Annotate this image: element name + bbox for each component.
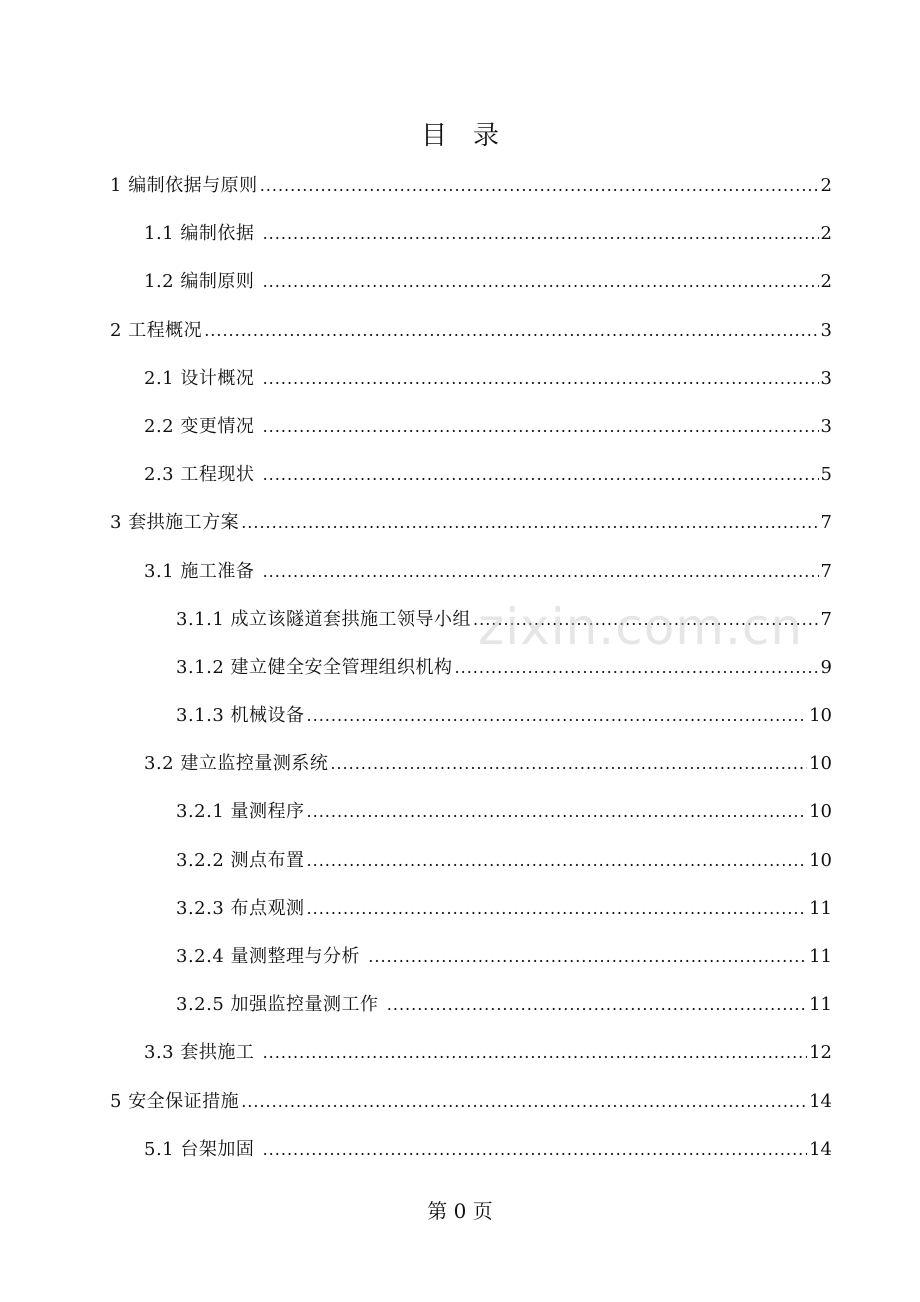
toc-entry-title: 施工准备 — [180, 560, 261, 582]
toc-entry-page-number: 9 — [820, 656, 832, 678]
toc-entry-number: 5.1 — [144, 1138, 181, 1160]
toc-entry-title: 量测程序 — [230, 801, 305, 823]
toc-entry[interactable] — [0, 933, 920, 981]
toc-entry[interactable] — [0, 788, 920, 836]
toc-entry-number: 3.1.1 — [176, 608, 231, 630]
toc-entry[interactable] — [0, 548, 920, 596]
toc-entry-page-number: 11 — [809, 946, 832, 967]
toc-entry-page-number: 3 — [820, 367, 832, 389]
toc-entry-page-number: 5 — [820, 464, 832, 486]
toc-entry-title: 台架加固 — [180, 1138, 261, 1160]
toc-entry-title: 工程现状 — [180, 464, 261, 486]
toc-entry-number: 3.2.5 — [176, 994, 231, 1016]
toc-entry-page-number: 7 — [820, 560, 832, 582]
toc-entry[interactable] — [0, 740, 920, 788]
toc-entry-page-number: 11 — [809, 897, 832, 919]
toc-entry[interactable] — [0, 403, 920, 451]
toc-dot-leader — [263, 258, 819, 306]
toc-entry-page-number: 12 — [809, 1042, 832, 1064]
toc-dot-leader — [455, 644, 819, 692]
toc-entry-title: 测点布置 — [230, 849, 305, 871]
toc-entry-title: 设计概况 — [180, 367, 261, 389]
toc-entry[interactable] — [0, 981, 920, 1029]
toc-entry-number: 3.3 — [144, 1042, 181, 1064]
toc-dot-leader — [263, 548, 819, 596]
toc-entry[interactable] — [0, 644, 920, 692]
toc-entry-number: 3.2.2 — [176, 849, 231, 871]
toc-entry-number: 3.1.3 — [176, 705, 231, 727]
page-title: 目 录 — [420, 121, 499, 151]
toc-entry[interactable] — [0, 307, 920, 355]
toc-dot-leader — [260, 162, 819, 210]
toc-entry-number: 1.1 — [144, 223, 181, 245]
toc-entry-page-number: 2 — [820, 175, 832, 196]
toc-entry-number: 2.1 — [144, 367, 181, 389]
toc-entry-title: 成立该隧道套拱施工领导小组 — [230, 608, 472, 630]
toc-entry-title: 编制依据 — [180, 223, 261, 245]
toc-dot-leader — [204, 307, 818, 355]
toc-entry[interactable] — [0, 451, 920, 499]
page-footer: 第 0 页 — [427, 1199, 493, 1223]
toc-entry[interactable] — [0, 692, 920, 740]
toc-entry[interactable] — [0, 1126, 920, 1174]
toc-entry-title: 量测整理与分析 — [230, 946, 367, 967]
toc-entry[interactable] — [0, 1078, 920, 1126]
toc-entry-page-number: 2 — [820, 223, 832, 245]
toc-dot-leader — [330, 740, 807, 788]
toc-dot-leader — [387, 981, 807, 1029]
toc-entry-title: 套拱施工方案 — [128, 512, 240, 534]
toc-entry-number: 5 — [110, 1090, 129, 1112]
toc-entry-page-number: 14 — [809, 1090, 832, 1112]
toc-entry-number: 3.2.3 — [176, 897, 231, 919]
toc-dot-leader — [263, 1029, 808, 1077]
toc-dot-leader — [307, 837, 808, 885]
toc-entry-page-number: 2 — [820, 271, 832, 293]
toc-entry-title: 工程概况 — [128, 319, 203, 341]
watermark-text: zixin.com.cn — [478, 598, 804, 656]
table-of-contents — [0, 162, 920, 1174]
toc-dot-leader — [368, 933, 807, 981]
toc-entry-title: 编制原则 — [180, 271, 261, 293]
toc-entry-page-number: 7 — [820, 608, 832, 630]
toc-entry-title: 变更情况 — [180, 415, 261, 437]
toc-entry[interactable] — [0, 355, 920, 403]
toc-entry[interactable] — [0, 499, 920, 547]
toc-entry-page-number: 10 — [809, 705, 832, 727]
toc-dot-leader — [307, 692, 808, 740]
toc-dot-leader — [263, 1126, 808, 1174]
toc-entry[interactable] — [0, 837, 920, 885]
toc-entry-page-number: 3 — [820, 415, 832, 437]
toc-entry-title: 布点观测 — [230, 897, 305, 919]
toc-entry-number: 3.1.2 — [176, 656, 231, 678]
toc-dot-leader — [241, 1078, 807, 1126]
toc-entry-page-number: 3 — [820, 319, 832, 341]
toc-entry[interactable] — [0, 210, 920, 258]
toc-dot-leader — [307, 885, 808, 933]
toc-dot-leader — [263, 355, 819, 403]
toc-entry-number: 3.2 — [144, 753, 181, 775]
toc-dot-leader — [263, 451, 819, 499]
toc-dot-leader — [263, 403, 819, 451]
toc-entry-page-number: 10 — [809, 801, 832, 823]
toc-entry[interactable] — [0, 258, 920, 306]
toc-entry-page-number: 7 — [820, 512, 832, 534]
toc-entry-title: 建立监控量测系统 — [180, 753, 329, 775]
toc-dot-leader — [473, 596, 819, 644]
toc-entry-title: 套拱施工 — [180, 1042, 261, 1064]
toc-entry-number: 2 — [110, 319, 129, 341]
toc-dot-leader — [307, 788, 808, 836]
toc-entry-number: 3.2.1 — [176, 801, 231, 823]
toc-entry-number: 3 — [110, 512, 129, 534]
toc-entry-page-number: 11 — [809, 994, 832, 1016]
toc-dot-leader — [263, 210, 819, 258]
toc-entry-number: 2.2 — [144, 415, 181, 437]
toc-entry-number: 3.2.4 — [176, 946, 231, 967]
toc-entry-number: 2.3 — [144, 464, 181, 486]
toc-entry[interactable] — [0, 1029, 920, 1077]
toc-entry-title: 加强监控量测工作 — [230, 994, 385, 1016]
toc-entry[interactable] — [0, 596, 920, 644]
toc-entry[interactable] — [0, 885, 920, 933]
toc-entry-title: 安全保证措施 — [128, 1090, 240, 1112]
toc-entry-number: 1.2 — [144, 271, 181, 293]
toc-entry-title: 机械设备 — [230, 705, 305, 727]
toc-entry-number: 3.1 — [144, 560, 181, 582]
toc-entry-title: 建立健全安全管理组织机构 — [230, 656, 453, 678]
toc-entry-number: 1 — [110, 175, 129, 196]
toc-entry-page-number: 14 — [809, 1138, 832, 1160]
toc-dot-leader — [241, 499, 818, 547]
toc-entry-page-number: 10 — [809, 753, 832, 775]
toc-entry[interactable] — [0, 162, 920, 210]
toc-entry-page-number: 10 — [809, 849, 832, 871]
toc-entry-title: 编制依据与原则 — [128, 175, 258, 196]
